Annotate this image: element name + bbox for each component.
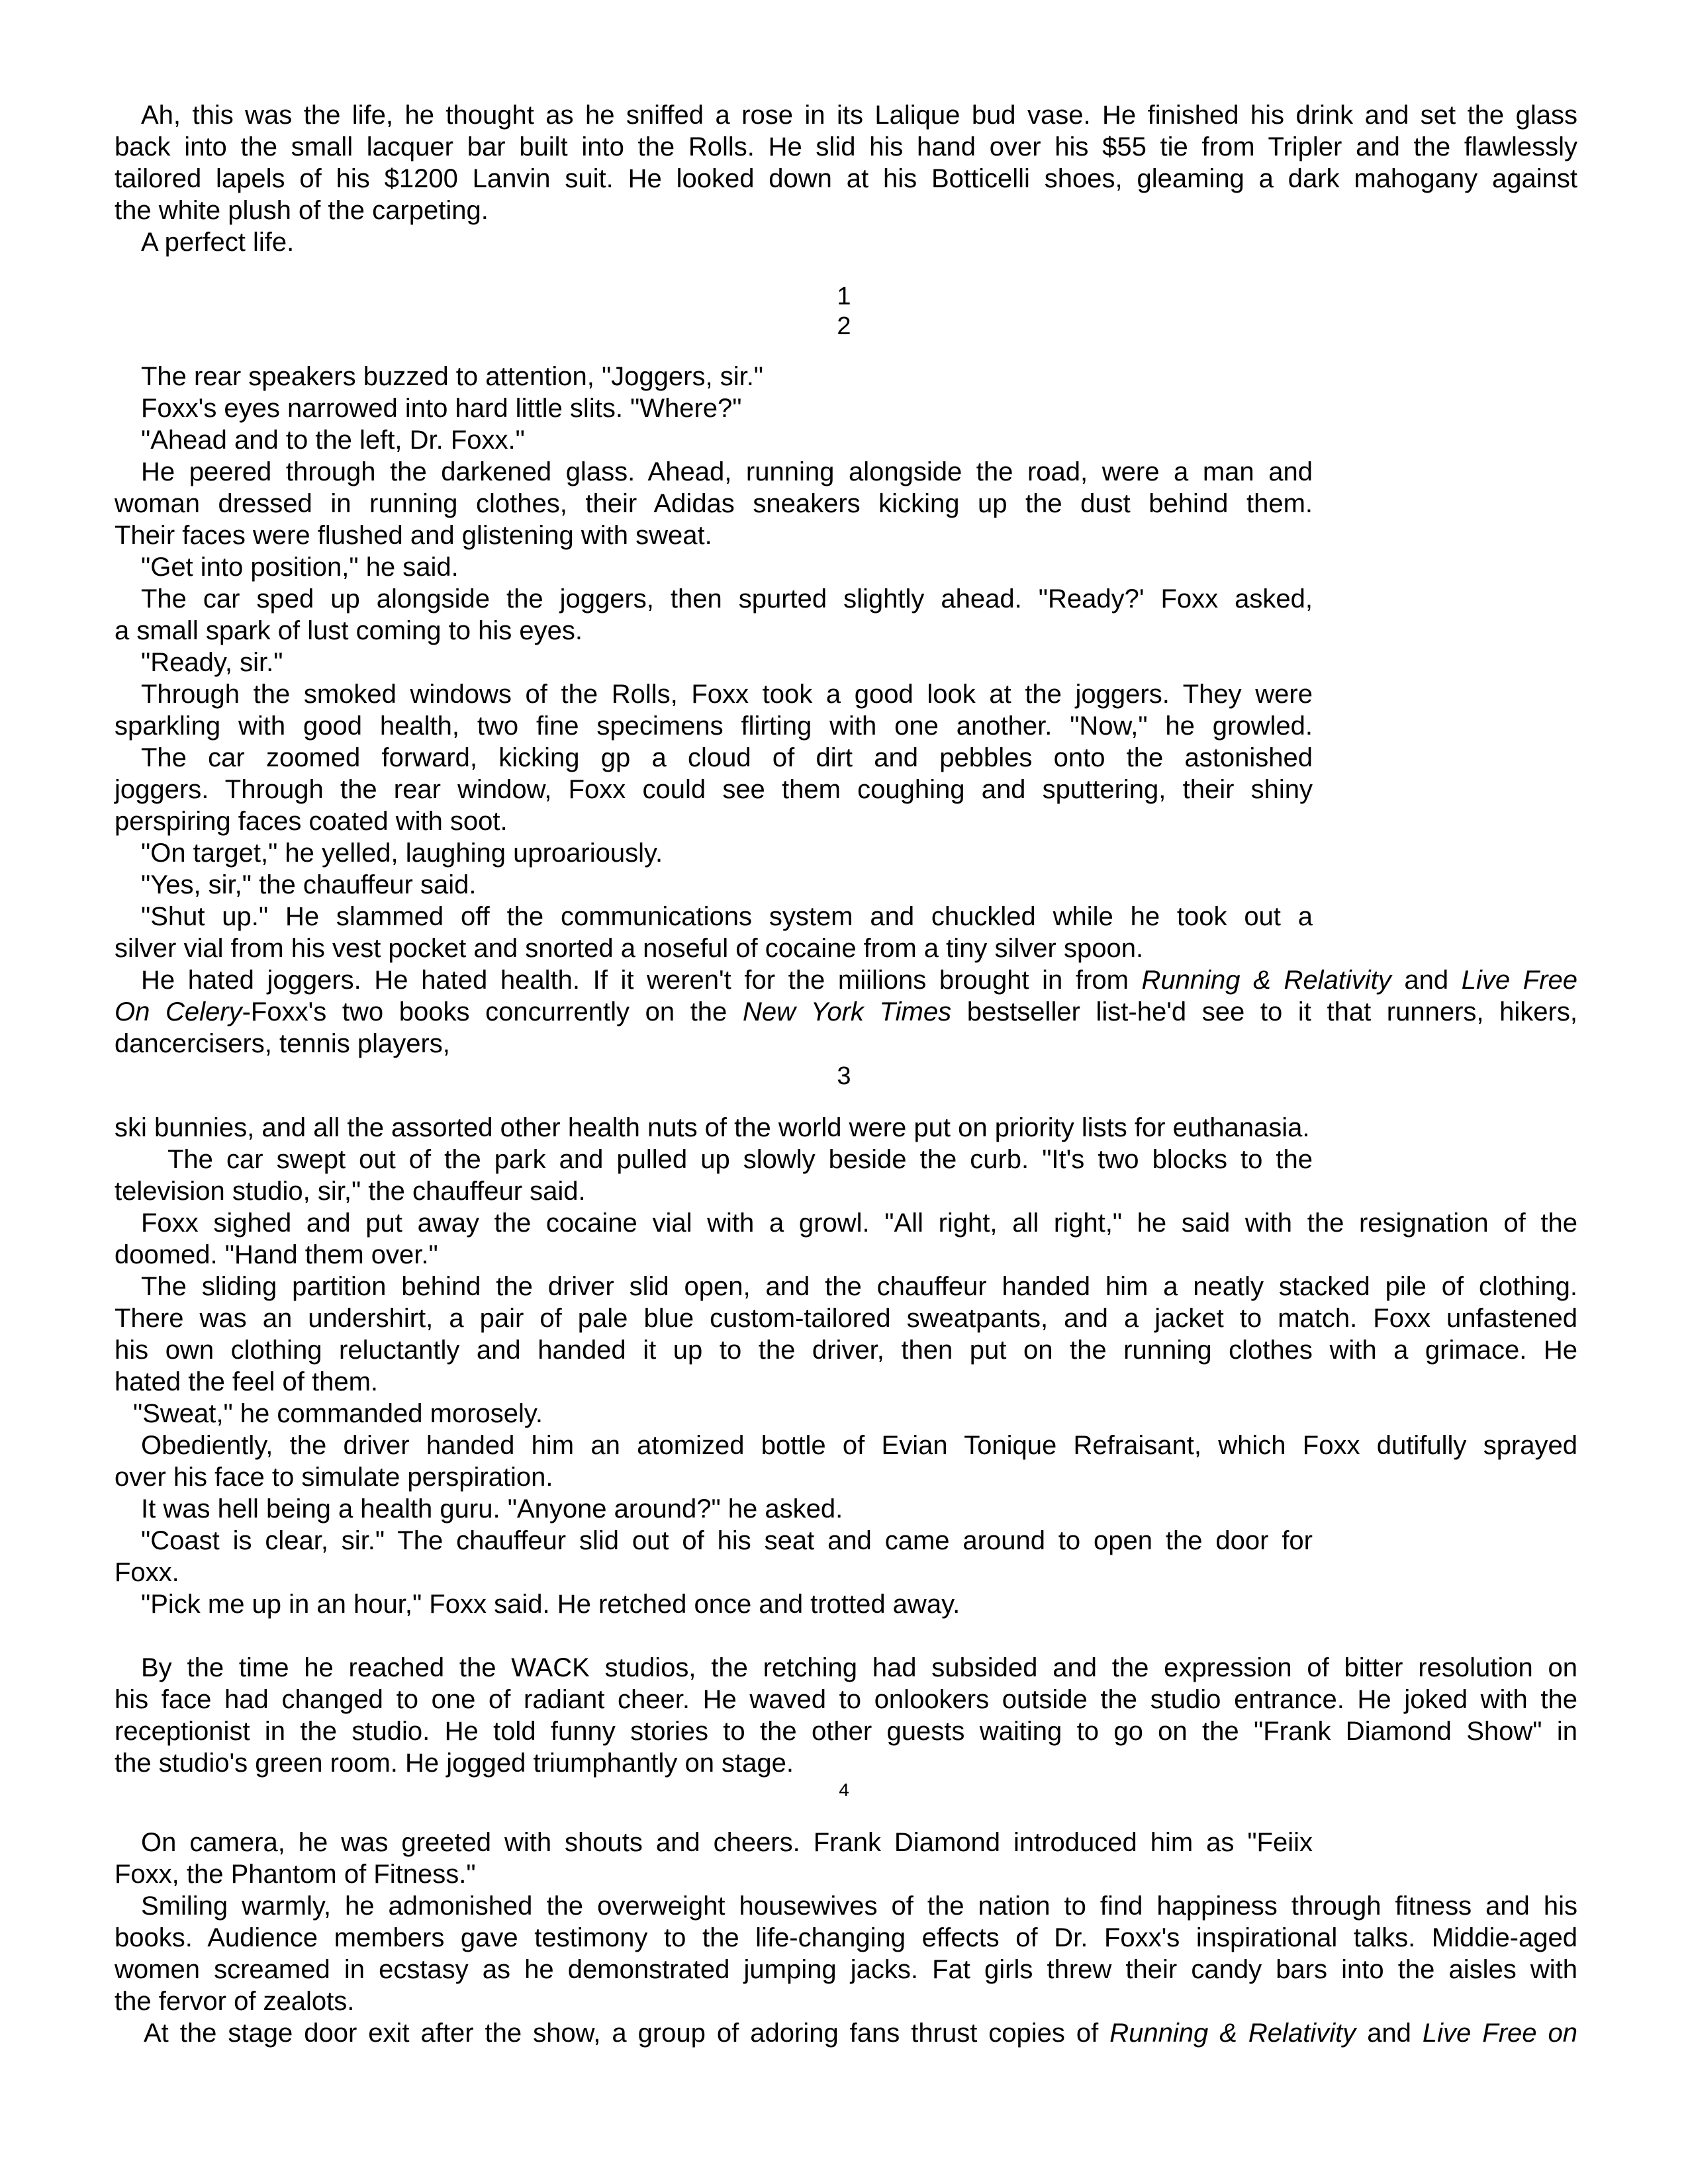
text-line: "Ready, sir." [141, 648, 283, 677]
book-title: Running & Relativity [1109, 2019, 1356, 2048]
text-line [144, 2017, 1577, 2049]
text-line: A perfect life. [141, 228, 295, 257]
text-line: The rear speakers buzzed to attention, "Joggers, sir." [141, 362, 763, 391]
text-line [141, 964, 1577, 996]
text-line: his own clothing reluctantly and handed it up to the driver, then put on the running clothes with a grimace. He [115, 1336, 1577, 1365]
text-line: Foxx. [115, 1558, 179, 1587]
text-line: "Get into position," he said. [141, 553, 459, 582]
page-number: 3 [837, 1062, 851, 1090]
text-line: Ah, this was the life, he thought as he sniffed a rose in its Lalique bud vase. He finished his drink and set the glass [141, 101, 1577, 130]
text-line: Foxx sighed and put away the cocaine vial with a growl. "All right, all right," he said with the resignation of the [141, 1208, 1577, 1238]
text-line: The sliding partition behind the driver slid open, and the chauffeur handed him a neatly stacked pile of clothing. [141, 1272, 1577, 1301]
text-line: It was hell being a health guru. "Anyone around?" he asked. [141, 1494, 843, 1524]
text-line: hated the feel of them. [115, 1367, 379, 1396]
text-line: Obediently, the driver handed him an atomized bottle of Evian Tonique Refraisant, which Foxx dutifully sprayed [141, 1431, 1577, 1460]
text-line: over his face to simulate perspiration. [115, 1463, 553, 1492]
text-line: ski bunnies, and all the assorted other health nuts of the world were put on priority lists for euthanasia. [115, 1113, 1310, 1142]
page-number: 2 [837, 312, 851, 340]
text-line: doomed. "Hand them over." [115, 1240, 438, 1269]
text-line: Foxx's eyes narrowed into hard little slits. "Where?" [141, 394, 742, 423]
page-number: 4 [839, 1780, 849, 1800]
book-title: Live Free on [1422, 2019, 1578, 2048]
text-line: The car swept out of the park and pulled up slowly beside the curb. "It's two blocks to the [167, 1145, 1313, 1174]
text-line: receptionist in the studio. He told funny stories to the other guests waiting to go on the "Frank Diamond Show" in [115, 1717, 1577, 1746]
book-title: Running & Relativity [1141, 966, 1391, 995]
text-span: and [1356, 2019, 1423, 2048]
text-line: dancercisers, tennis players, [115, 1029, 450, 1058]
text-line: "Ahead and to the left, Dr. Foxx." [141, 426, 525, 455]
text-line: perspiring faces coated with soot. [115, 807, 508, 836]
text-line: back into the small lacquer bar built into the Rolls. He slid his hand over his $55 tie from Tripler and the flawlessly [115, 132, 1577, 161]
text-line: On camera, he was greeted with shouts and cheers. Frank Diamond introduced him as "Feiix [141, 1828, 1313, 1857]
text-span: At the stage door exit after the show, a group of adoring fans thrust copies of [144, 2019, 1110, 2048]
book-title: Live Free [1461, 966, 1577, 995]
book-title: On Celery [115, 997, 242, 1026]
text-line: By the time he reached the WACK studios, the retching had subsided and the expression of bitter resolution on [141, 1653, 1577, 1682]
text-line: He peered through the darkened glass. Ahead, running alongside the road, were a man and [141, 457, 1313, 486]
text-line: women screamed in ecstasy as he demonstrated jumping jacks. Fat girls threw their candy bars into the aisles with [115, 1955, 1577, 1984]
text-line: silver vial from his vest pocket and snorted a noseful of cocaine from a tiny silver spoon. [115, 934, 1144, 963]
text-span: -Foxx's two books concurrently on the [242, 997, 743, 1026]
text-span: bestseller list-he'd see to it that runners, hikers, [951, 997, 1577, 1026]
text-line: "Sweat," he commanded morosely. [133, 1399, 543, 1428]
text-line: The car zoomed forward, kicking gp a cloud of dirt and pebbles onto the astonished [141, 743, 1313, 772]
text-line: tailored lapels of his $1200 Lanvin suit. He looked down at his Botticelli shoes, gleaming a dark mahogany against [115, 164, 1577, 193]
text-line: joggers. Through the rear window, Foxx could see them coughing and sputtering, their shiny [115, 775, 1313, 804]
text-line: a small spark of lust coming to his eyes. [115, 616, 583, 645]
publication-title: New York Times [742, 997, 952, 1026]
text-line: Their faces were flushed and glistening with sweat. [115, 521, 712, 550]
text-line: "Coast is clear, sir." The chauffeur slid out of his seat and came around to open the door for [141, 1526, 1313, 1555]
text-span: and [1391, 966, 1462, 995]
text-line: woman dressed in running clothes, their Adidas sneakers kicking up the dust behind them. [115, 489, 1313, 518]
text-line: television studio, sir," the chauffeur said. [115, 1177, 586, 1206]
text-line: his face had changed to one of radiant cheer. He waved to onlookers outside the studio entrance. He joked with the [115, 1685, 1577, 1714]
page-number: 1 [837, 283, 851, 310]
text-line: "Yes, sir," the chauffeur said. [141, 870, 477, 899]
text-line [115, 996, 1577, 1028]
text-line: The car sped up alongside the joggers, then spurted slightly ahead. "Ready?' Foxx asked, [141, 584, 1313, 614]
text-line: Through the smoked windows of the Rolls, Foxx took a good look at the joggers. They were [141, 680, 1313, 709]
text-line: "On target," he yelled, laughing uproariously. [141, 839, 663, 868]
text-line: sparkling with good health, two fine specimens flirting with one another. "Now," he growled. [115, 711, 1313, 741]
text-line: the fervor of zealots. [115, 1987, 355, 2016]
text-line: "Pick me up in an hour," Foxx said. He retched once and trotted away. [141, 1590, 961, 1619]
text-line: There was an undershirt, a pair of pale blue custom-tailored sweatpants, and a jacket to match. Foxx unfastened [115, 1304, 1577, 1333]
text-line: the white plush of the carpeting. [115, 196, 489, 225]
text-line: Smiling warmly, he admonished the overweight housewives of the nation to find happiness through fitness and his [141, 1891, 1577, 1921]
text-line: the studio's green room. He jogged triumphantly on stage. [115, 1749, 794, 1778]
text-line: books. Audience members gave testimony to the life-changing effects of Dr. Foxx's inspirational talks. Middie-aged [115, 1923, 1577, 1952]
text-line: "Shut up." He slammed off the communications system and chuckled while he took out a [141, 902, 1313, 931]
text-span: He hated joggers. He hated health. If it weren't for the miilions brought in from [141, 966, 1142, 995]
text-line: Foxx, the Phantom of Fitness." [115, 1860, 476, 1889]
